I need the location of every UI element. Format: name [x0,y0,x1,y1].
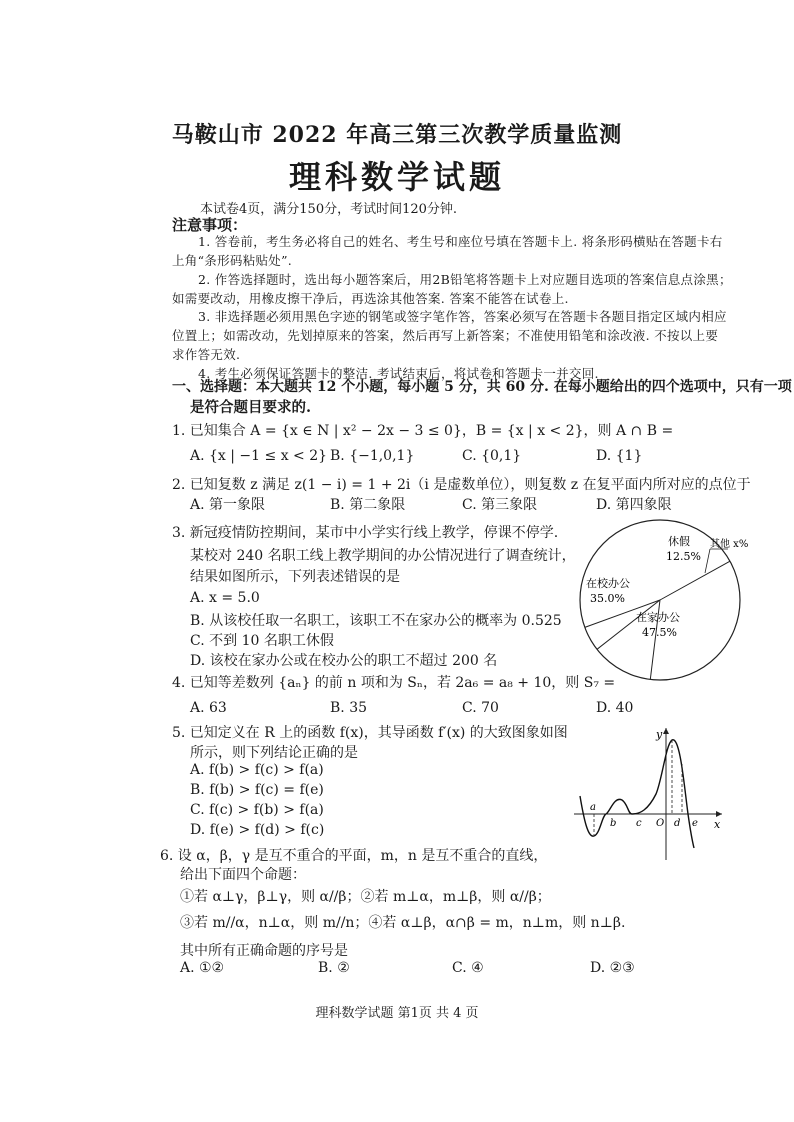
exam-title-line2: 理科数学试题 [288,158,505,196]
q6-option-a: A. ①② [180,960,225,976]
q1-option-a: A. {x | −1 ≤ x < 2} [190,448,328,464]
question-3-stem-cont: 结果如图所示，下列表述错误的是 [190,569,400,585]
y-axis-arrow [663,728,669,734]
q1-option-c: C. {0,1} [462,448,522,464]
q1-option-d: D. {1} [596,448,643,464]
pie-label-leader-line [705,549,710,573]
q2-option-d: D. 第四象限 [596,497,672,513]
q2-option-c: C. 第三象限 [462,497,538,513]
question-6-propositions-1: ①若 α⊥γ，β⊥γ，则 α//β；②若 m⊥α，m⊥β，则 α//β； [180,889,551,905]
note-line: 位置上；如需改动，先划掉原来的答案，然后再写上新答案；不准使用铅笔和涂改液. 不按以上要 [172,328,719,343]
q5-option-d: D. f(e) > f(d) > f(c) [190,822,325,838]
pie-label-other: 其他 x% [710,539,749,550]
derivative-curve [580,740,694,848]
graph-label-c: c [636,818,642,829]
q5-option-b: B. f(b) > f(c) = f(e) [190,782,324,798]
pie-label-vacation-pct: 12.5% [666,550,701,563]
graph-label-y: y [656,728,663,741]
q3-option-d: D. 该校在家办公或在校办公的职工不超过 200 名 [190,653,498,669]
question-4-stem: 4. 已知等差数列 {aₙ} 的前 n 项和为 Sₙ，若 2a₆ = a₈ + 10，则 S₇ = [172,675,616,691]
notes-heading: 注意事项： [172,216,248,234]
note-line: 求作答无效. [172,347,241,362]
graph-label-b: b [610,818,617,829]
question-5-stem-cont: 所示，则下列结论正确的是 [190,745,358,761]
pie-label-home: 在家办公 [636,611,680,624]
question-6-stem-cont: 给出下面四个命题： [180,867,306,883]
q6-option-b: B. ② [318,960,350,976]
pie-label-vacation: 休假 [668,535,690,548]
derivative-graph [570,724,730,864]
q5-option-c: C. f(c) > f(b) > f(a) [190,802,324,818]
exam-info: 本试卷4页，满分150分，考试时间120分钟. [200,202,458,217]
pie-label-school: 在校办公 [586,577,630,590]
q4-option-b: B. 35 [330,700,368,716]
q2-option-b: B. 第二象限 [330,497,406,513]
q2-option-a: A. 第一象限 [190,497,266,513]
graph-label-d: d [674,818,681,829]
note-line: 3. 非选择题必须用黑色字迹的钢笔或签字笔作答，答案必须写在答题卡各题目指定区域内相应 [198,309,727,324]
section-heading: 一、选择题：本大题共 12 个小题，每小题 5 分，共 60 分. 在每小题给出的四个选项中，只有一项 [172,379,792,395]
graph-label-x: x [714,818,721,831]
note-line: 如需要改动，用橡皮擦干净后，再选涂其他答案. 答案不能答在试卷上. [172,291,569,306]
exam-title-line1: 马鞍山市 2022 年高三第三次教学质量监测 [171,122,623,148]
q4-option-d: D. 40 [596,700,634,716]
q3-option-c: C. 不到 10 名职工休假 [190,633,334,649]
graph-label-o: O [656,818,665,829]
graph-label-a: a [590,802,596,813]
note-line: 1. 答卷前，考生务必将自己的姓名、考生号和座位号填在答题卡上. 将条形码横贴在答题卡右 [198,234,723,249]
x-axis-arrow [716,811,722,817]
question-2-stem: 2. 已知复数 z 满足 z(1 − i) = 1 + 2i（i 是虚数单位），则复数 z 在复平面内所对应的点位于 [172,477,751,493]
question-3-stem: 3. 新冠疫情防控期间，某市中小学实行线上教学，停课不停学. [172,525,559,541]
q6-option-d: D. ②③ [590,960,635,976]
question-1-stem: 1. 已知集合 A = {x ∈ N | x² − 2x − 3 ≤ 0}，B = {x | x < 2}，则 A ∩ B = [172,423,674,439]
section-heading-cont: 是符合题目要求的. [190,399,312,416]
q4-option-c: C. 70 [462,700,499,716]
question-6-stem: 6. 设 α，β，γ 是互不重合的平面，m，n 是互不重合的直线， [160,848,548,864]
note-line: 2. 作答选择题时，选出每小题答案后，用2B铅笔将答题卡上对应题目选项的答案信息点涂黑； [198,272,732,287]
q3-option-a: A. x = 5.0 [190,590,260,606]
pie-label-home-pct: 47.5% [642,626,677,639]
q5-option-a: A. f(b) > f(c) > f(a) [190,762,324,778]
page-footer: 理科数学试题 第1页 共 4 页 [315,1006,479,1021]
pie-label-school-pct: 35.0% [590,592,625,605]
q3-option-b: B. 从该校任取一名职工，该职工不在家办公的概率为 0.525 [190,613,562,629]
q1-option-b: B. {−1,0,1} [330,448,415,464]
question-6-ask: 其中所有正确命题的序号是 [180,943,348,959]
pie-chart [560,515,760,685]
question-6-propositions-2: ③若 m//α，n⊥α，则 m//n；④若 α⊥β，α∩β = m，n⊥m，则 n⊥β. [180,915,626,931]
pie-slice-boundary [660,561,730,600]
question-5-stem: 5. 已知定义在 R 上的函数 f(x)，其导函数 f′(x) 的大致图象如图 [172,725,568,741]
note-line: 4. 考生必须保证答题卡的整洁. 考试结束后，将试卷和答题卡一并交回. [198,366,599,381]
question-3-stem-cont: 某校对 240 名职工线上教学期间的办公情况进行了调查统计， [190,548,576,564]
q6-option-c: C. ④ [452,960,484,976]
q4-option-a: A. 63 [190,700,227,716]
note-line: 上角“条形码粘贴处”. [172,253,293,268]
pie-slice-boundary [597,600,660,649]
graph-label-e: e [692,818,698,829]
